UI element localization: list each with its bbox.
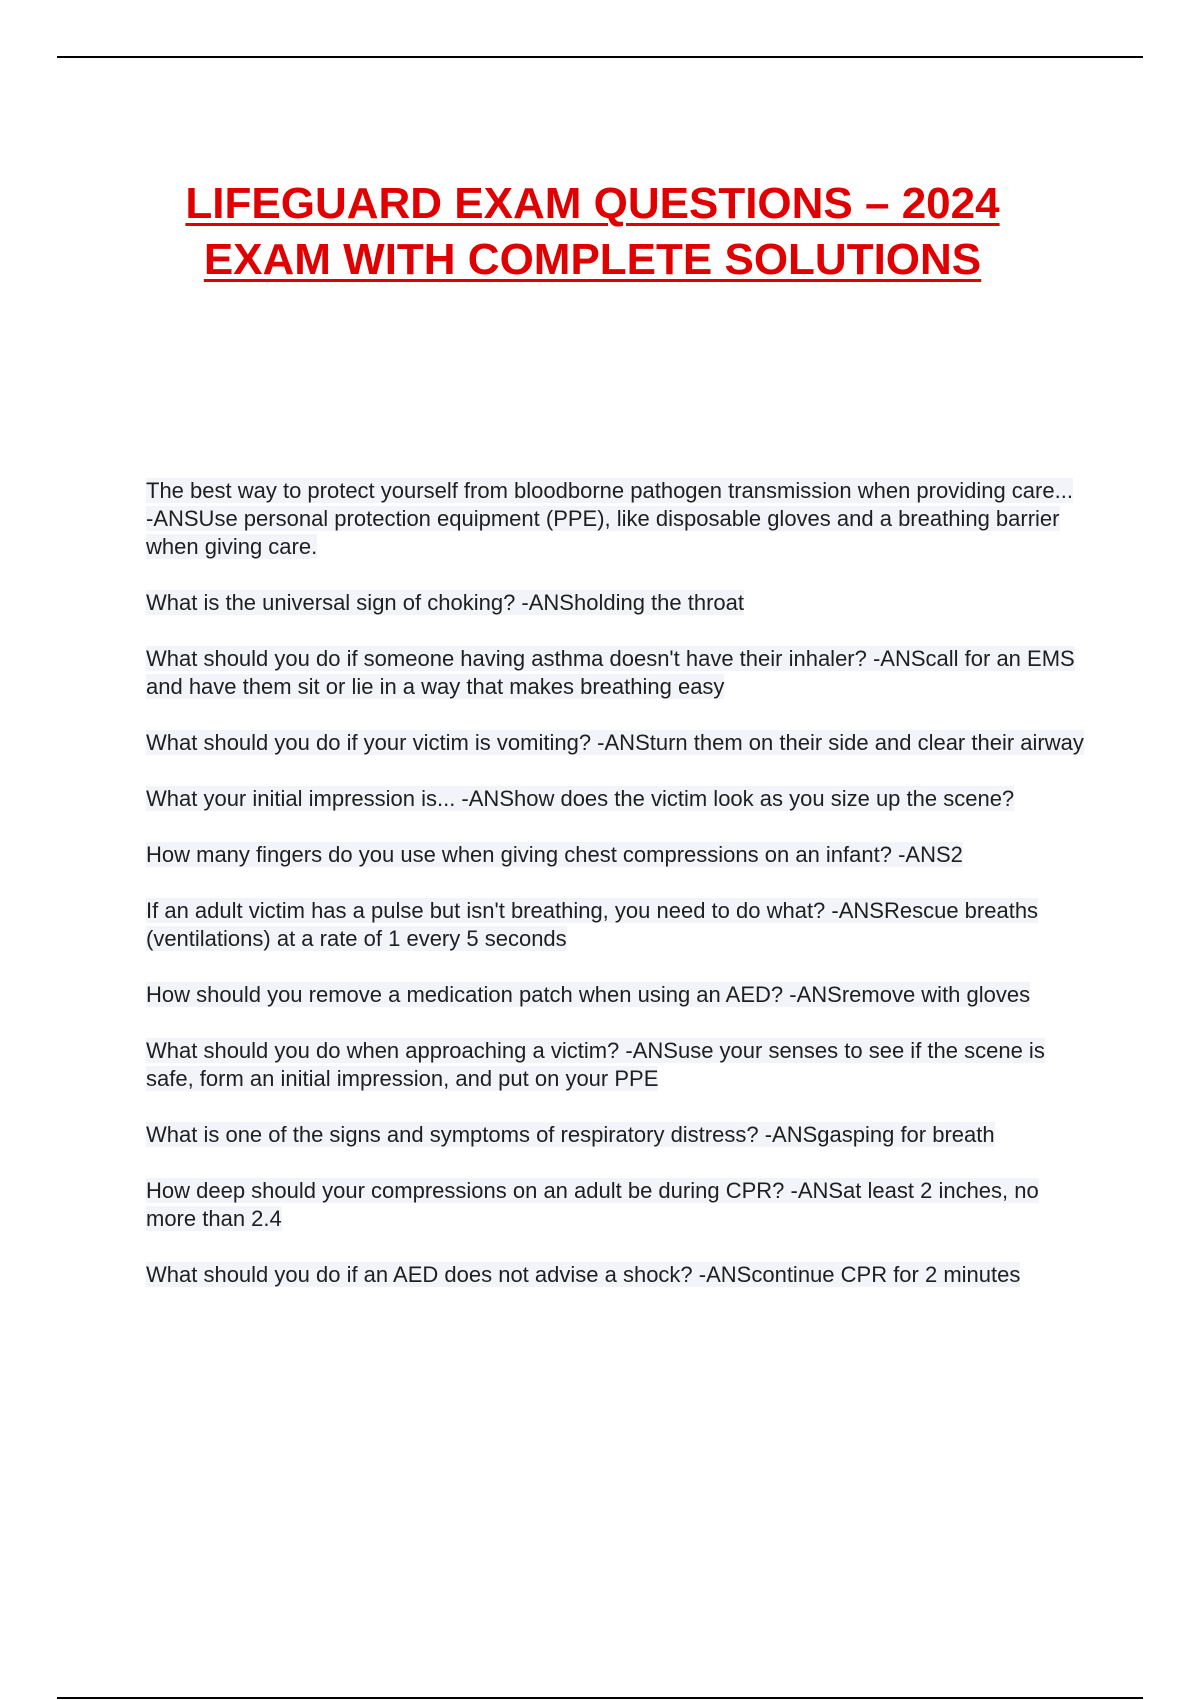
qa-item-4	[146, 729, 1086, 757]
qa-item-1	[146, 477, 1086, 561]
qa-text: What should you do if an AED does not advise a shock? -ANScontinue CPR for 2 minutes	[146, 1262, 1021, 1287]
qa-item-9	[146, 1037, 1086, 1093]
qa-item-12	[146, 1261, 1086, 1289]
qa-text: What is the universal sign of choking? -ANSholding the throat	[146, 590, 744, 615]
qa-item-6	[146, 841, 1086, 869]
document-title-text: LIFEGUARD EXAM QUESTIONS – 2024 EXAM WITH COMPLETE SOLUTIONS	[185, 179, 1000, 284]
qa-list	[146, 477, 1086, 1317]
document-title	[150, 176, 1035, 288]
qa-text: What is one of the signs and symptoms of respiratory distress? -ANSgasping for breath	[146, 1122, 995, 1147]
qa-text: If an adult victim has a pulse but isn't breathing, you need to do what? -ANSRescue breaths (ventilations) at a rate of 1 every 5 seconds	[146, 898, 1039, 951]
qa-text: How should you remove a medication patch when using an AED? -ANSremove with gloves	[146, 982, 1031, 1007]
top-rule	[57, 56, 1143, 58]
bottom-rule	[57, 1697, 1143, 1699]
qa-item-5	[146, 785, 1086, 813]
qa-text: What should you do if your victim is vomiting? -ANSturn them on their side and clear their airway	[146, 730, 1084, 755]
qa-text: How deep should your compressions on an adult be during CPR? -ANSat least 2 inches, no more than 2.4	[146, 1178, 1039, 1231]
qa-text: What should you do if someone having asthma doesn't have their inhaler? -ANScall for an EMS and have them sit or lie in a way that makes breathing easy	[146, 646, 1075, 699]
qa-text: How many fingers do you use when giving chest compressions on an infant? -ANS2	[146, 842, 963, 867]
qa-item-10	[146, 1121, 1086, 1149]
qa-item-8	[146, 981, 1086, 1009]
qa-item-3	[146, 645, 1086, 701]
qa-text: What your initial impression is... -ANShow does the victim look as you size up the scene?	[146, 786, 1015, 811]
qa-text: What should you do when approaching a victim? -ANSuse your senses to see if the scene is safe, form an initial impression, and put on your PPE	[146, 1038, 1045, 1091]
qa-item-7	[146, 897, 1086, 953]
qa-item-2	[146, 589, 1086, 617]
qa-text: The best way to protect yourself from bloodborne pathogen transmission when providing care... -ANSUse personal protection equipment (PPE), like disposable gloves and a breathing barrier when giving care.	[146, 478, 1073, 559]
qa-item-11	[146, 1177, 1086, 1233]
